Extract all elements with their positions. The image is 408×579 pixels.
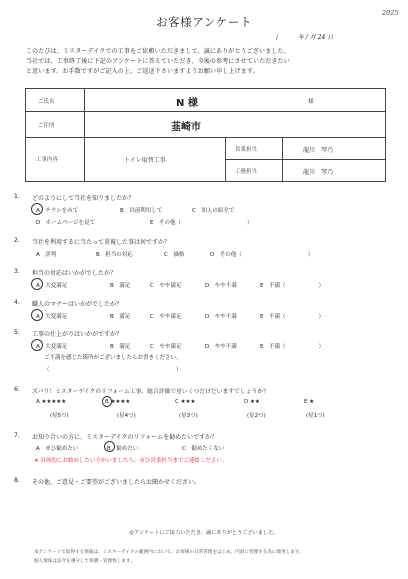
- q1-option-b[interactable]: B 以前利用して: [120, 208, 163, 214]
- q2-option-a[interactable]: A 評判: [36, 252, 57, 258]
- date-text: 年 / 月 24 日: [297, 34, 334, 41]
- q6-sub-b: (星4つ): [117, 413, 136, 419]
- q4-option-c[interactable]: C やや満足: [150, 314, 182, 320]
- q7-option-c[interactable]: C 勧めたくない: [182, 446, 225, 452]
- q7-answer-circle: [104, 441, 115, 452]
- q6-sub-a: (星5つ): [50, 413, 69, 419]
- date-line: [276, 32, 333, 41]
- name-suffix: 様: [308, 99, 314, 105]
- q1-option-a[interactable]: A チラシをみて: [36, 208, 79, 214]
- q2-text: 当社を利用するに当たって重視した事は何ですか？: [32, 239, 171, 246]
- q5-option-b[interactable]: B 満足: [110, 344, 131, 350]
- privacy-note-2: 個人情報は法令を遵守して保護・管理致します。: [34, 559, 135, 564]
- q4-option-e[interactable]: E 不満（ ）: [260, 314, 324, 320]
- q1-option-c[interactable]: C 知人の紹介で: [192, 208, 235, 214]
- sales-value: 龍川 琴乃: [303, 147, 334, 154]
- name-label: ご氏名: [38, 99, 55, 105]
- q5-option-e[interactable]: E 不満（ ）: [260, 344, 324, 350]
- q6-option-c[interactable]: C ★★★: [175, 399, 196, 405]
- sales-label: 営業担当: [235, 147, 258, 153]
- year-mark: 2025: [382, 9, 399, 17]
- q4-answer-circle: [31, 309, 43, 321]
- customer-info-table: [25, 88, 386, 182]
- work-value: トイレ取替工事: [124, 157, 166, 164]
- q6-option-b[interactable]: B ★★★★: [105, 399, 131, 405]
- q5-option-c[interactable]: C やや満足: [150, 344, 182, 350]
- q6-number: 6.: [14, 386, 20, 393]
- page-title: お客様アンケート: [155, 15, 253, 29]
- q6-option-e[interactable]: E ★: [304, 399, 315, 405]
- intro-line: このたびは、ミスターデイクでの工事をご依頼いただきまして、誠にありがとうございました。: [26, 48, 290, 55]
- q1-option-e[interactable]: E その他（ ）: [150, 220, 253, 226]
- name-value: N 様: [176, 98, 198, 109]
- q8-text: その他、ご意見・ご要望がございましたらお聞かせください。: [32, 479, 201, 486]
- q1-option-d[interactable]: D ホームページを見て: [36, 220, 96, 226]
- q7-option-a[interactable]: A ぜひ勧めたい: [36, 446, 79, 452]
- q3-answer-circle: [31, 278, 43, 290]
- q5-option-a[interactable]: A 大変満足: [36, 344, 68, 350]
- q6-answer-circle: [102, 396, 112, 407]
- q6-option-a[interactable]: A ★★★★★: [36, 399, 67, 405]
- q6-sub-c: (星3つ): [179, 413, 198, 419]
- q1-number: 1.: [14, 193, 20, 200]
- q1-text: どのようにして当社を知りましたか？: [32, 195, 135, 202]
- q3-option-b[interactable]: B 満足: [110, 283, 131, 289]
- privacy-note-1: 本アンケートで取得する情報は、ミスターデイクの範囲内において、お客様の日常管理をはじめ、円滑に管理する為に使用します。: [34, 550, 304, 555]
- q5-note: ご不満を感じた箇所がございましたらお書きください。: [44, 355, 182, 361]
- address-value: 韮崎市: [171, 122, 201, 133]
- thanks-message: ◎アンケートにご協力いただき、誠にありがとうございました。: [129, 530, 279, 536]
- date-prefix: /: [276, 34, 279, 41]
- q4-option-d[interactable]: D やや不満: [205, 314, 237, 320]
- q7-note: ※ 具体的にお勧めしたい方がいましたら、ぜひ営業担当までご連絡ください。: [34, 458, 228, 464]
- q1-answer-circle: [31, 203, 43, 215]
- q6-option-d[interactable]: D ★★: [244, 399, 260, 405]
- q3-option-c[interactable]: C やや満足: [150, 283, 182, 289]
- q8-number: 8.: [14, 477, 20, 484]
- q3-option-e[interactable]: E 不満（ ）: [260, 283, 324, 289]
- q5-number: 5.: [14, 329, 20, 336]
- q6-sub-d: (星2つ): [247, 413, 266, 419]
- q5-option-d[interactable]: D やや不満: [205, 344, 237, 350]
- intro-text: [26, 47, 396, 77]
- q3-option-a[interactable]: A 大変満足: [36, 283, 68, 289]
- q4-option-a[interactable]: A 大変満足: [36, 314, 68, 320]
- q5-text: 工事の仕上がりはいかがですか？: [32, 331, 123, 338]
- q5-comment-field[interactable]: （ ）: [44, 367, 182, 373]
- q4-text: 職人のマナーはいかがでしたか？: [32, 301, 123, 308]
- q3-option-d[interactable]: D やや不満: [205, 283, 237, 289]
- engineer-label: 工務担当: [235, 169, 258, 175]
- q6-sub-e: (星1つ): [306, 413, 325, 419]
- q2-option-c[interactable]: C 価格: [164, 252, 185, 258]
- work-label: 工事内容: [36, 157, 59, 163]
- address-label: ご住所: [38, 123, 55, 129]
- engineer-value: 龍川 琴乃: [303, 169, 334, 176]
- intro-line: 当社では、工事終了後に下記のアンケートに答えていただき、今後の参考にさせていただきたい: [26, 58, 290, 65]
- q7-option-b[interactable]: B 勧めたい: [107, 446, 139, 452]
- q3-text: 担当の対応はいかがでしたか？: [32, 270, 117, 277]
- q7-text: お知り合いの方に、ミスターデイクのリフォームを勧めたいですか？: [32, 434, 218, 441]
- q4-number: 4.: [14, 299, 20, 306]
- intro-line: と思います。お手数ですがご記入の上、ご返送下さいますようお願い申し上げます。: [26, 68, 259, 75]
- q4-option-b[interactable]: B 満足: [110, 314, 131, 320]
- q3-number: 3.: [14, 268, 20, 275]
- q2-option-d[interactable]: D その他（ ）: [210, 252, 314, 258]
- q7-number: 7.: [14, 432, 20, 439]
- q2-number: 2.: [14, 237, 20, 244]
- q5-answer-circle: [31, 339, 43, 351]
- q2-option-b[interactable]: B 担当の対応: [96, 252, 133, 258]
- q6-text: ズバリ！ミスターデイクのリフォーム工事、総合評価で星いくつだけだいますでしょうか？: [32, 389, 270, 395]
